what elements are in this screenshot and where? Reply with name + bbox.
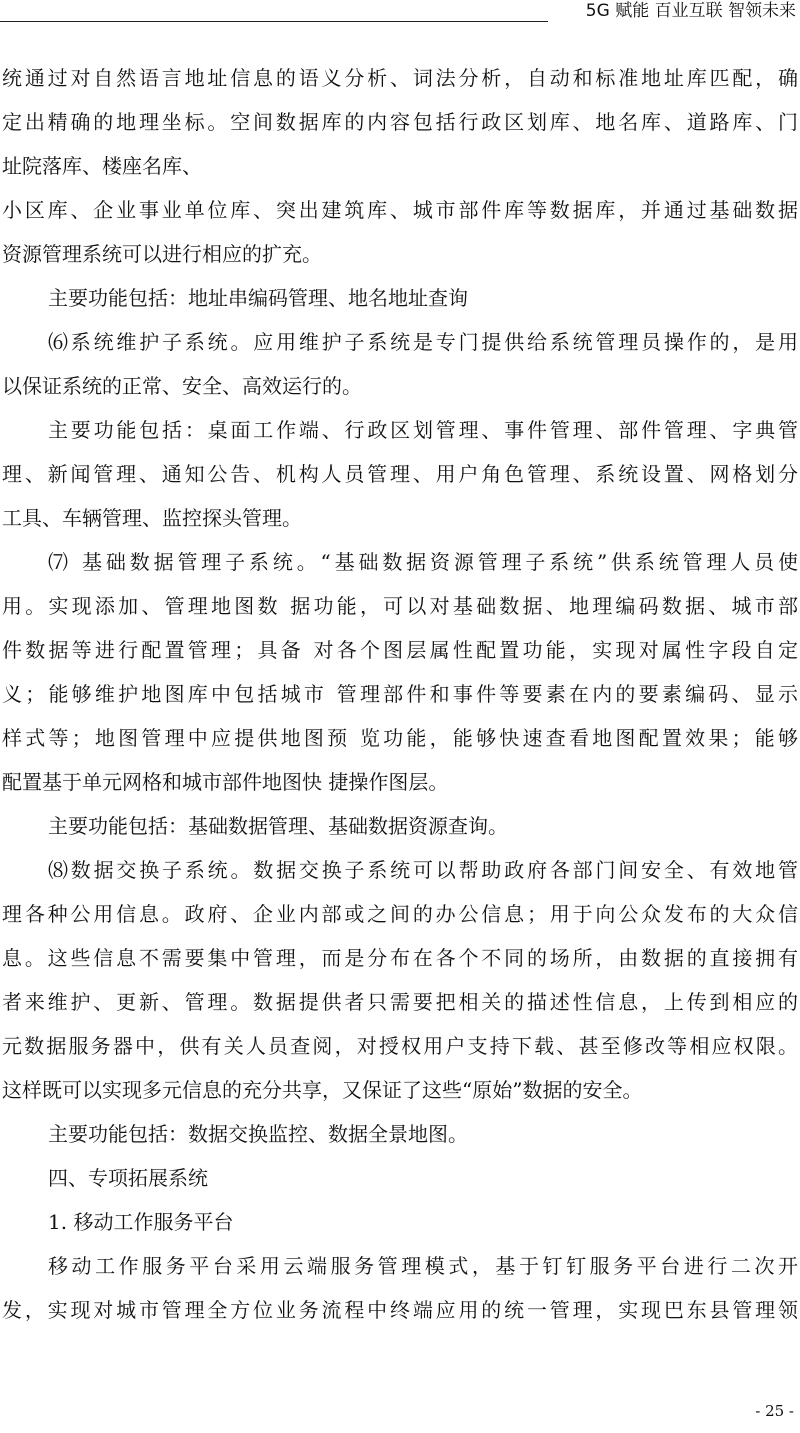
text-line: 移动工作服务平台采用云端服务管理模式，基于钉钉服务平台进行二次开 (48, 1254, 798, 1278)
page-number: - 25 - (755, 1402, 794, 1420)
text-line: 工具、车辆管理、监控探头管理。 (2, 506, 302, 530)
text-line: 元数据服务器中，供有关人员查阅，对授权用户支持下载、甚至修改等相应权限。 (2, 1034, 798, 1058)
header-rule (0, 21, 548, 22)
text-line: 义；能够维护地图库中包括城市 管理部件和事件等要素在内的要素编码、显示 (2, 682, 798, 706)
text-line: ⑹系统维护子系统。应用维护子系统是专门提供给系统管理员操作的，是用 (48, 330, 798, 354)
text-line: 以保证系统的正常、安全、高效运行的。 (2, 374, 362, 398)
page-header (0, 0, 800, 26)
text-line: 用。实现添加、管理地图数 据功能，可以对基础数据、地理编码数据、城市部 (2, 594, 798, 618)
section-heading: 四、专项拓展系统 (48, 1166, 208, 1190)
text-line: 理、新闻管理、通知公告、机构人员管理、用户角色管理、系统设置、网格划分 (2, 462, 798, 486)
text-line: 小区库、企业事业单位库、突出建筑库、城市部件库等数据库，并通过基础数据 (2, 198, 798, 222)
text-line: 者来维护、更新、管理。数据提供者只需要把相关的描述性信息，上传到相应的 (2, 990, 798, 1014)
text-line: 配置基于单元网格和城市部件地图快 捷操作图层。 (2, 770, 449, 794)
text-line: 这样既可以实现多元信息的充分共享，又保证了这些“原始”数据的安全。 (2, 1078, 643, 1102)
text-line: ⑻数据交换子系统。数据交换子系统可以帮助政府各部门间安全、有效地管 (48, 858, 798, 882)
body-text (2, 56, 798, 1332)
text-line: 主要功能包括：数据交换监控、数据全景地图。 (48, 1122, 468, 1146)
header-slogan: 5G 赋能 百业互联 智领未来 (585, 1, 796, 21)
text-line: 主要功能包括：桌面工作端、行政区划管理、事件管理、部件管理、字典管 (48, 418, 798, 442)
text-line: 定出精确的地理坐标。空间数据库的内容包括行政区划库、地名库、道路库、门 (2, 110, 798, 134)
text-line: 统通过对自然语言地址信息的语义分析、词法分析，自动和标准地址库匹配，确 (2, 66, 798, 90)
text-line: 样式等；地图管理中应提供地图预 览功能，能够快速查看地图配置效果；能够 (2, 726, 798, 750)
text-line: 主要功能包括：地址串编码管理、地名地址查询 (48, 286, 468, 310)
text-line: 件数据等进行配置管理；具备 对各个图层属性配置功能，实现对属性字段自定 (2, 638, 798, 662)
text-line: ⑺ 基础数据管理子系统。“基础数据资源管理子系统”供系统管理人员使 (48, 550, 798, 574)
text-line: 资源管理系统可以进行相应的扩充。 (2, 242, 322, 266)
subsection-heading: 1. 移动工作服务平台 (48, 1210, 234, 1234)
text-line: 主要功能包括：基础数据管理、基础数据资源查询。 (48, 814, 508, 838)
text-line: 发，实现对城市管理全方位业务流程中终端应用的统一管理，实现巴东县管理领 (2, 1298, 798, 1322)
text-line: 息。这些信息不需要集中管理，而是分布在各个不同的场所，由数据的直接拥有 (2, 946, 798, 970)
text-line: 理各种公用信息。政府、企业内部或之间的办公信息；用于向公众发布的大众信 (2, 902, 798, 926)
text-line: 址院落库、楼座名库、 (2, 154, 202, 178)
